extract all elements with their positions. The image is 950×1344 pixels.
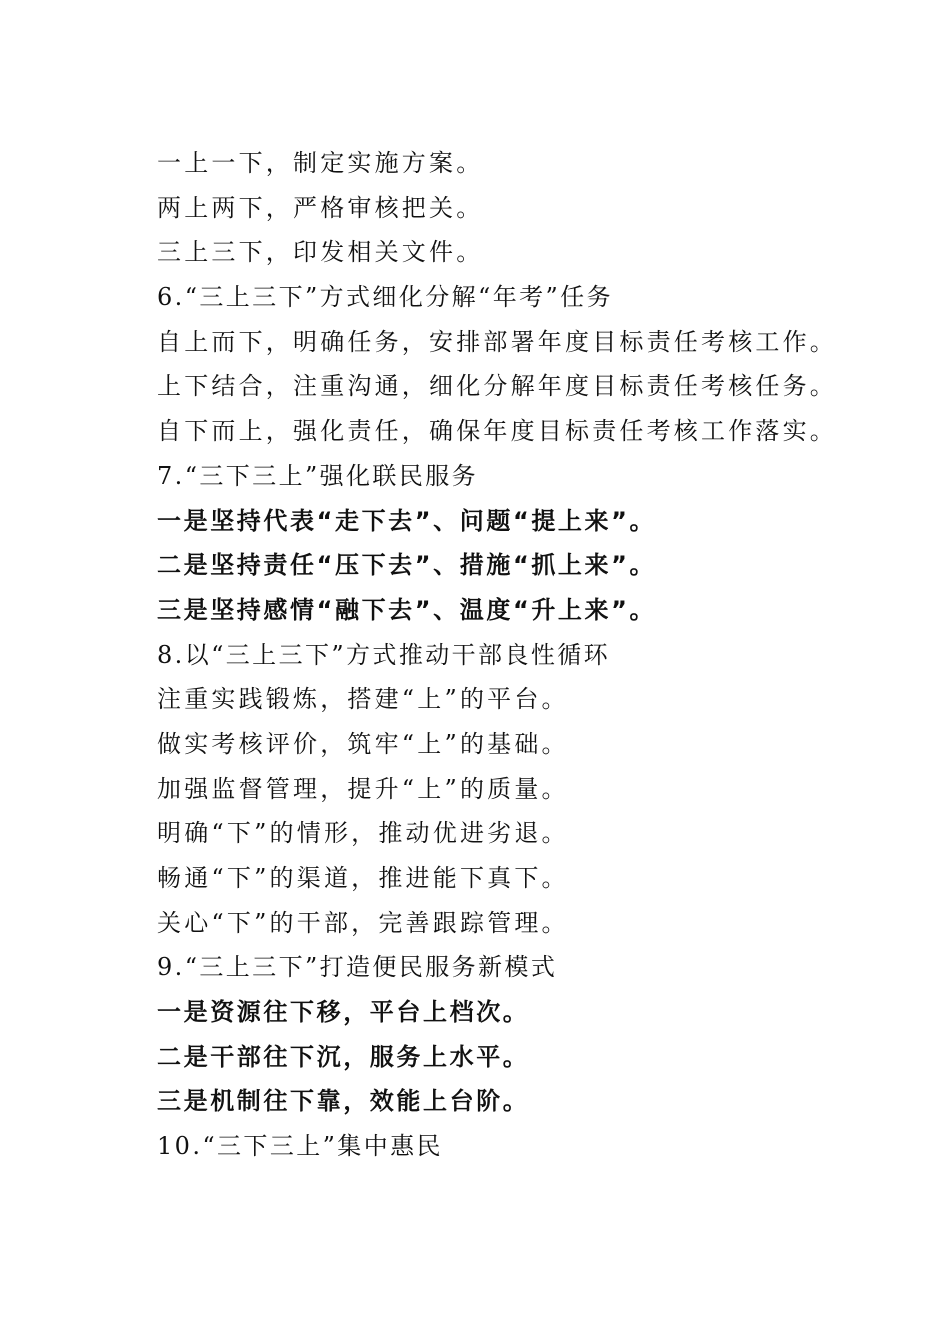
bold-text-line: 三是坚持感情“融下去”、温度“升上来”。 [157, 595, 657, 624]
text-line: 做实考核评价，筑牢“上”的基础。 [157, 729, 569, 758]
text-line: 上下结合，注重沟通，细化分解年度目标责任考核任务。 [157, 372, 837, 401]
section-heading-7: 7.“三下三上”强化联民服务 [157, 461, 479, 490]
text-line: 一上一下，制定实施方案。 [157, 149, 484, 177]
bold-text-line: 三是机制往下靠，效能上台阶。 [157, 1087, 530, 1116]
text-line: 注重实践锻炼，搭建“上”的平台。 [157, 685, 569, 714]
text-line: 自下而上，强化责任，确保年度目标责任考核工作落实。 [157, 417, 837, 446]
bold-text-line: 二是坚持责任“压下去”、措施“抓上来”。 [157, 551, 657, 580]
bold-text-line: 一是坚持代表“走下去”、问题“提上来”。 [157, 506, 657, 535]
section-heading-6: 6.“三上三下”方式细化分解“年考”任务 [157, 283, 613, 312]
bold-text-line: 一是资源往下移，平台上档次。 [157, 998, 530, 1027]
text-line: 关心“下”的干部，完善跟踪管理。 [157, 908, 569, 937]
text-line: 自上而下，明确任务，安排部署年度目标责任考核工作。 [157, 327, 837, 356]
text-line: 加强监督管理，提升“上”的质量。 [157, 774, 569, 803]
section-heading-8: 8.以“三上三下”方式推动干部良性循环 [157, 640, 611, 669]
section-heading-10: 10.“三下三上”集中惠民 [157, 1132, 443, 1161]
bold-text-line: 二是干部往下沉，服务上水平。 [157, 1042, 530, 1071]
text-line: 三上三下，印发相关文件。 [157, 238, 484, 267]
section-heading-9: 9.“三上三下”打造便民服务新模式 [157, 953, 558, 982]
text-line: 畅通“下”的渠道，推进能下真下。 [157, 864, 569, 892]
document-body [157, 141, 917, 1169]
text-line: 两上两下，严格审核把关。 [157, 193, 484, 222]
text-line: 明确“下”的情形，推动优进劣退。 [157, 819, 569, 848]
